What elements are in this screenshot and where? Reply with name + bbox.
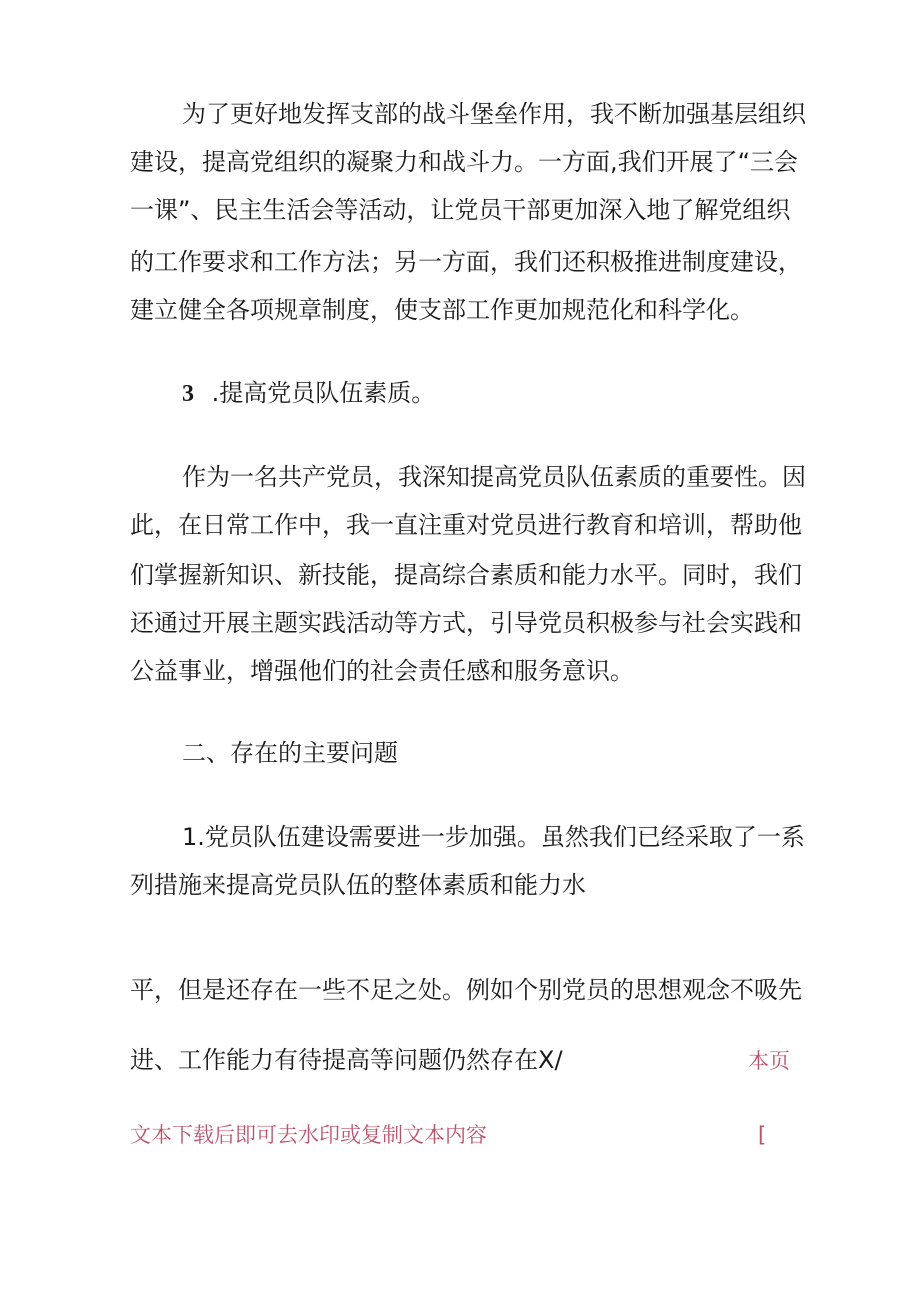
paragraph-1-line-5: 建立健全各项规章制度，使支部工作更加规范化和科学化。 bbox=[130, 296, 754, 324]
paragraph-2-line-4: 还通过开展主题实践活动等方式，引导党员积极参与社会实践和 bbox=[130, 609, 802, 637]
watermark-bracket: [ bbox=[758, 1123, 767, 1147]
paragraph-4-line-2: 进、工作能力有待提高等问题仍然存在X/ bbox=[130, 1046, 563, 1074]
paragraph-2-line-3: 们掌握新知识、新技能，提高综合素质和能力水平。同时，我们 bbox=[130, 561, 802, 589]
paragraph-1-line-3: 一课”、民主生活会等活动，让党员干部更加深入地了解党组织 bbox=[130, 196, 791, 224]
paragraph-1-line-2: 建设，提高党组织的凝聚力和战斗力。一方面,我们开展了“三会 bbox=[130, 148, 799, 176]
paragraph-3-line-1: 1.党员队伍建设需要进一步加强。虽然我们已经采取了一系 bbox=[182, 823, 805, 851]
subheading-3 bbox=[182, 378, 435, 409]
section-heading: 二、存在的主要问题 bbox=[182, 739, 398, 767]
paragraph-1-line-1: 为了更好地发挥支部的战斗堡垒作用，我不断加强基层组织 bbox=[182, 100, 806, 128]
watermark-download-note: 文本下载后即可去水印或复制文本内容 bbox=[130, 1123, 487, 1147]
paragraph-2-line-5: 公益事业，增强他们的社会责任感和服务意识。 bbox=[130, 657, 634, 685]
subheading-3-number: 3 bbox=[182, 381, 194, 407]
watermark-right-label: 本页 bbox=[748, 1049, 790, 1073]
paragraph-2-line-1: 作为一名共产党员，我深知提高党员队伍素质的重要性。因 bbox=[182, 463, 806, 491]
subheading-3-text: .提高党员队伍素质。 bbox=[211, 379, 436, 407]
paragraph-1-line-4: 的工作要求和工作方法；另一方面，我们还积极推进制度建设， bbox=[130, 248, 802, 276]
paragraph-4-line-1: 平，但是还存在一些不足之处。例如个别党员的思想观念不吸先 bbox=[130, 976, 802, 1004]
paragraph-3-line-2: 列措施来提高党员队伍的整体素质和能力水 bbox=[130, 871, 586, 899]
paragraph-2-line-2: 此，在日常工作中，我一直注重对党员进行教育和培训，帮助他 bbox=[130, 511, 802, 539]
